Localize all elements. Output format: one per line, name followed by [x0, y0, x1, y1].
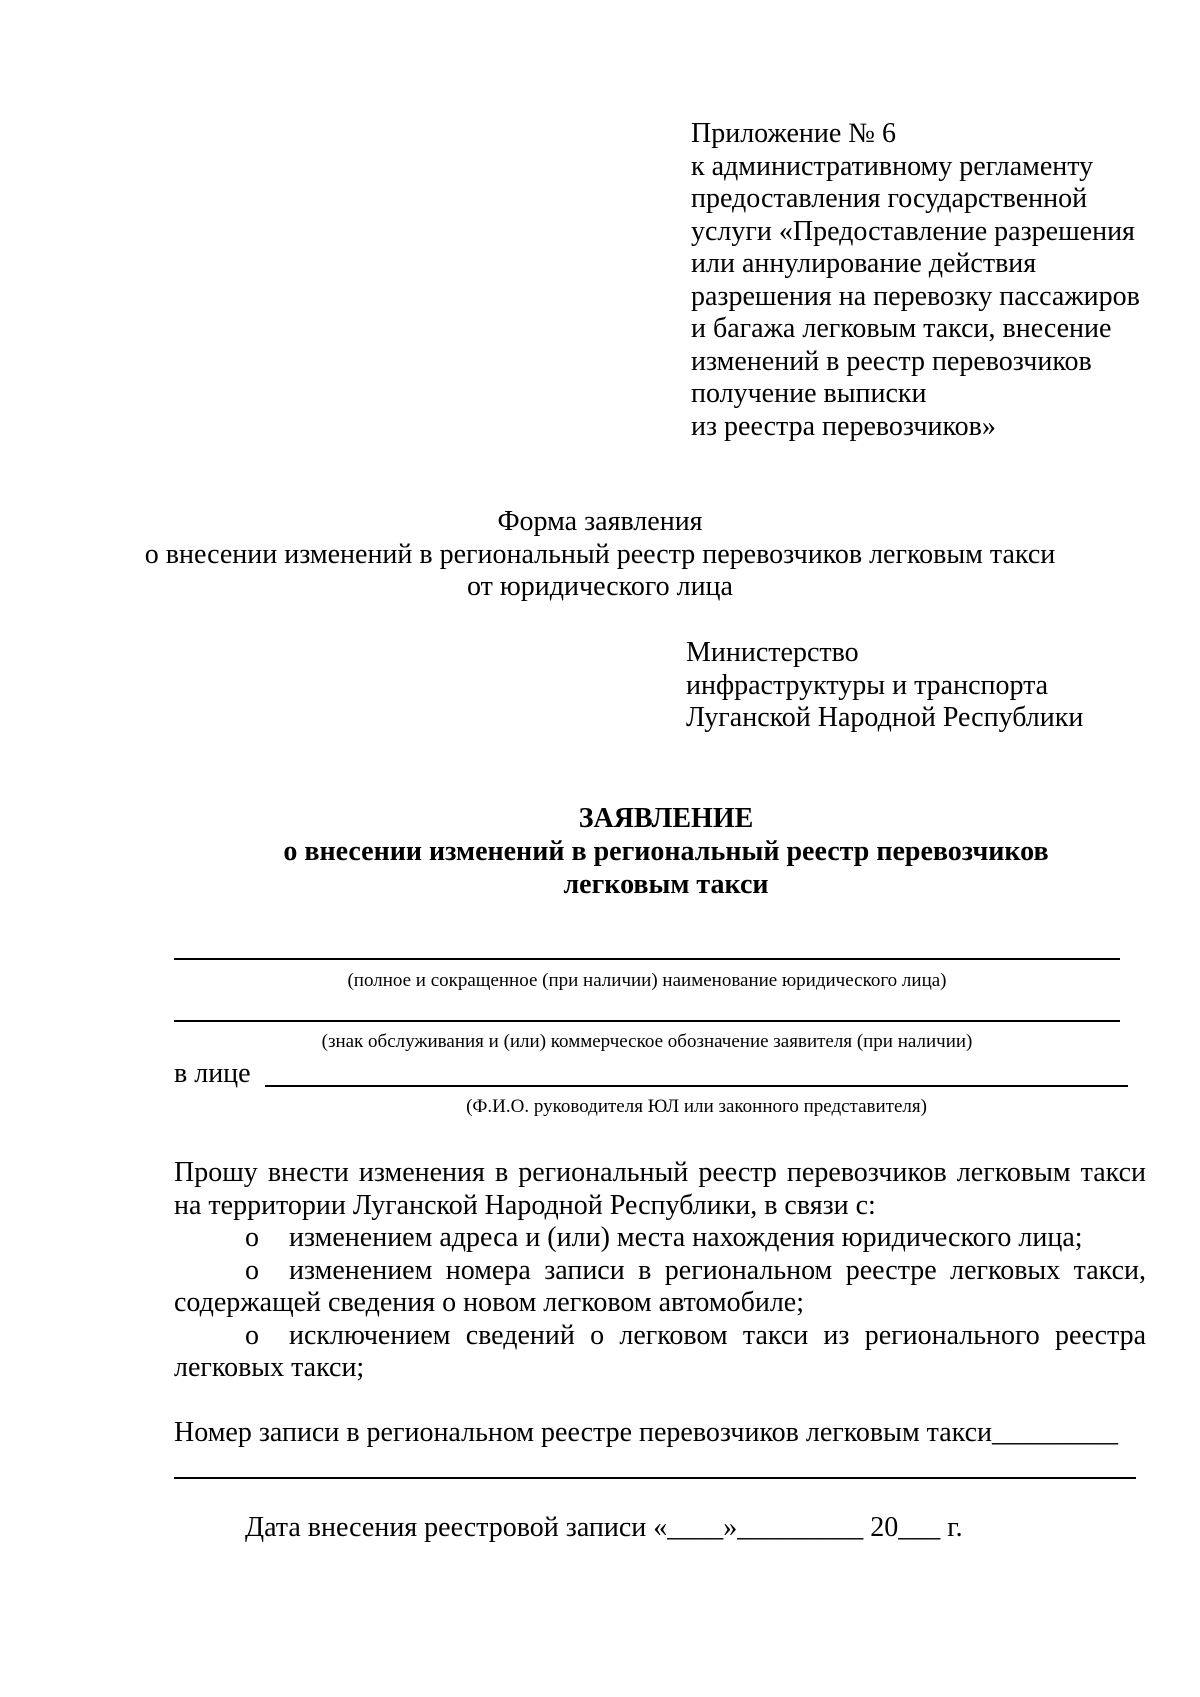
- recipient-line: Луганской Народной Республики: [686, 702, 1084, 733]
- recipient-line: Министерство: [686, 637, 859, 668]
- list-item: [245, 1320, 1146, 1353]
- list-item: [245, 1255, 1146, 1288]
- trademark-field[interactable]: [174, 1020, 1120, 1022]
- form-caption-line: Форма заявления: [497, 506, 703, 537]
- annex-header: [691, 118, 1191, 443]
- annex-line: разрешения на перевозку пассажиров: [691, 280, 1140, 312]
- representative-caption: (Ф.И.О. руководителя ЮЛ или законного представителя): [466, 1096, 927, 1117]
- bullet-icon: o: [245, 1320, 259, 1351]
- recipient-line: инфраструктуры и транспорта: [686, 669, 1049, 701]
- annex-line: или аннулирование действия: [691, 248, 1037, 279]
- list-item-continuation: содержащей сведения о новом легковом автомобиле;: [174, 1287, 804, 1318]
- list-item-text: изменением адреса и (или) места нахождения юридического лица;: [289, 1222, 1083, 1253]
- title-line: легковым такси: [563, 869, 769, 900]
- record-number-label: Номер записи в региональном реестре перевозчиков легковым такси_________: [174, 1417, 1118, 1448]
- document-title: [0, 802, 1200, 901]
- in-person-label: в лице: [174, 1058, 251, 1089]
- representative-field[interactable]: [265, 1085, 1128, 1087]
- list-item-continuation: легковых такси;: [174, 1352, 365, 1383]
- form-caption-line: о внесении изменений в региональный реестр перевозчиков легковым такси: [144, 538, 1056, 570]
- annex-line: услуги «Предоставление разрешения: [691, 215, 1135, 247]
- form-caption-line: от юридического лица: [467, 571, 733, 602]
- list-item: [245, 1222, 1083, 1255]
- registry-date-label: Дата внесения реестровой записи «____»_________ 20___ г.: [245, 1512, 963, 1543]
- annex-line: изменений в реестр перевозчиков: [691, 345, 1092, 377]
- trademark-caption: (знак обслуживания и (или) коммерческое обозначение заявителя (при наличии): [321, 1031, 973, 1052]
- form-caption: [0, 506, 1200, 604]
- list-item-text: исключением сведений о легковом такси из регионального реестра: [289, 1320, 1146, 1351]
- entity-name-caption: (полное и сокращенное (при наличии) наименование юридического лица): [347, 970, 947, 991]
- annex-line: получение выписки: [691, 378, 927, 409]
- annex-line: Приложение № 6: [691, 118, 896, 149]
- title-line: о внесении изменений в региональный реестр перевозчиков: [283, 836, 1049, 867]
- bullet-icon: o: [245, 1222, 259, 1253]
- title-heading: ЗАЯВЛЕНИЕ: [578, 803, 754, 834]
- record-number-field[interactable]: [174, 1477, 1136, 1479]
- request-line: Прошу внести изменения в региональный реестр перевозчиков легковым такси: [174, 1157, 1146, 1188]
- bullet-icon: o: [245, 1255, 259, 1286]
- annex-line: из реестра перевозчиков»: [691, 410, 996, 442]
- annex-line: к административному регламенту: [691, 150, 1094, 182]
- recipient-block: [686, 637, 1083, 735]
- annex-line: предоставления государственной: [691, 183, 1088, 214]
- annex-line: и багажа легковым такси, внесение: [691, 313, 1112, 344]
- entity-name-field[interactable]: [174, 958, 1120, 960]
- list-item-text: изменением номера записи в региональном реестре легковых такси,: [289, 1255, 1146, 1286]
- request-line: на территории Луганской Народной Республики, в связи с:: [174, 1190, 876, 1221]
